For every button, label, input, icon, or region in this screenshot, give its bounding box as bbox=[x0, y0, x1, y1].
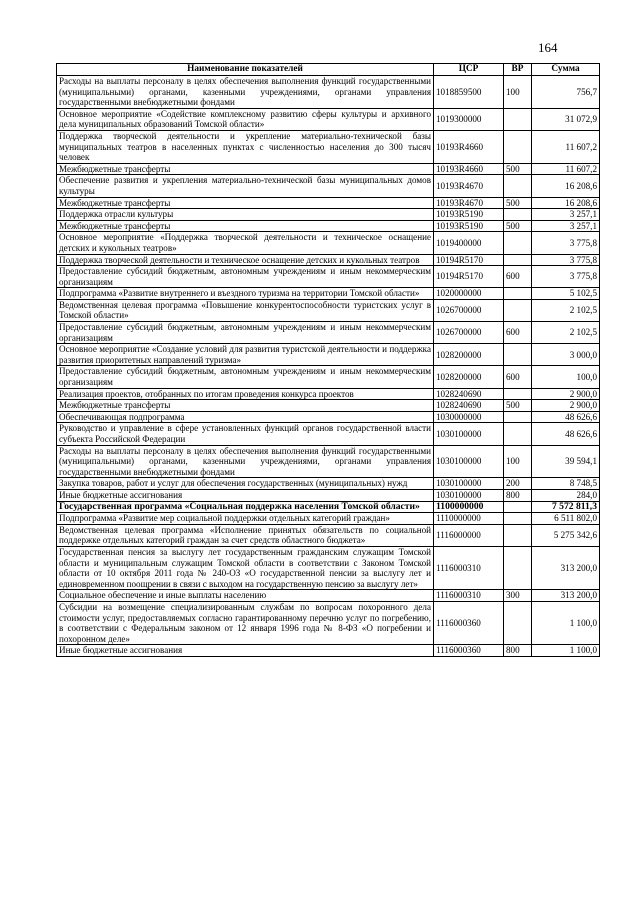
table-row bbox=[57, 524, 600, 546]
row-csr: 1100000000 bbox=[434, 501, 504, 513]
row-vr: 100 bbox=[504, 445, 532, 478]
table-row bbox=[57, 254, 600, 266]
row-vr bbox=[504, 388, 532, 400]
row-vr bbox=[504, 344, 532, 366]
row-name: Иные бюджетные ассигнования bbox=[57, 489, 434, 501]
table-row bbox=[57, 344, 600, 366]
row-csr: 10193R5190 bbox=[434, 220, 504, 232]
row-sum: 2 900,0 bbox=[532, 388, 600, 400]
row-csr: 1028240690 bbox=[434, 400, 504, 412]
row-name: Социальное обеспечение и иные выплаты населению bbox=[57, 590, 434, 602]
row-csr: 1028240690 bbox=[434, 388, 504, 400]
row-name: Государственная программа «Социальная поддержка населения Томской области» bbox=[57, 501, 434, 513]
header-sum: Сумма bbox=[532, 64, 600, 76]
header-row bbox=[57, 64, 600, 76]
row-csr: 1030100000 bbox=[434, 423, 504, 445]
row-csr: 1030100000 bbox=[434, 478, 504, 490]
row-sum: 8 748,5 bbox=[532, 478, 600, 490]
table-row bbox=[57, 209, 600, 221]
row-name: Предоставление субсидий бюджетным, автономным учреждениям и иным некоммерческим организациям bbox=[57, 366, 434, 388]
row-csr: 1026700000 bbox=[434, 299, 504, 321]
row-csr: 10193R4660 bbox=[434, 130, 504, 163]
table-row bbox=[57, 423, 600, 445]
row-vr bbox=[504, 288, 532, 300]
row-sum: 3 775,8 bbox=[532, 254, 600, 266]
row-sum: 2 102,5 bbox=[532, 299, 600, 321]
row-name: Государственная пенсия за выслугу лет государственным гражданским служащим Томской области и муниципальным служащим Томской области в соответствии с Законом Томской области от 10 октября 2011 года № 240-ОЗ «О государственной пенсии за выслугу лет и единовременном поощрении в связи с выходом на государственную пенсию за выслугу лет» bbox=[57, 546, 434, 589]
row-sum: 5 275 342,6 bbox=[532, 524, 600, 546]
table-row bbox=[57, 445, 600, 478]
table-row bbox=[57, 366, 600, 388]
row-csr: 10194R5170 bbox=[434, 266, 504, 288]
row-name: Поддержка творческой деятельности и укрепление материально-технической базы муниципальных театров в населенных пунктах с численностью населения до 300 тысяч человек bbox=[57, 130, 434, 163]
row-vr: 600 bbox=[504, 266, 532, 288]
row-sum: 2 900,0 bbox=[532, 400, 600, 412]
row-vr bbox=[504, 423, 532, 445]
row-sum: 5 102,5 bbox=[532, 288, 600, 300]
row-csr: 1018859500 bbox=[434, 76, 504, 109]
row-csr: 1028200000 bbox=[434, 344, 504, 366]
table-row bbox=[57, 513, 600, 525]
row-csr: 1030000000 bbox=[434, 411, 504, 423]
header-vr: ВР bbox=[504, 64, 532, 76]
row-name: Руководство и управление в сфере установленных функций органов государственной власти субъекта Российской Федерации bbox=[57, 423, 434, 445]
row-sum: 3 775,8 bbox=[532, 266, 600, 288]
table-row bbox=[57, 601, 600, 644]
table-row bbox=[57, 645, 600, 657]
header-name: Наименование показателей bbox=[57, 64, 434, 76]
row-name: Расходы на выплаты персоналу в целях обеспечения выполнения функций государственными (муниципальными) органами, казенными учреждениями, органами управления государственными внебюджетными фондами bbox=[57, 76, 434, 109]
row-csr: 1019400000 bbox=[434, 232, 504, 254]
row-name: Предоставление субсидий бюджетным, автономным учреждениям и иным некоммерческим организациям bbox=[57, 266, 434, 288]
row-sum: 6 511 802,0 bbox=[532, 513, 600, 525]
row-sum: 48 626,6 bbox=[532, 423, 600, 445]
row-name: Обеспечение развития и укрепления материально-технической базы муниципальных домов культуры bbox=[57, 175, 434, 197]
row-vr: 500 bbox=[504, 400, 532, 412]
row-sum: 11 607,2 bbox=[532, 163, 600, 175]
table-row bbox=[57, 388, 600, 400]
row-csr: 1019300000 bbox=[434, 108, 504, 130]
row-name: Расходы на выплаты персоналу в целях обеспечения выполнения функций государственными (муниципальными) органами, казенными учреждениями, органами управления государственными внебюджетными фондами bbox=[57, 445, 434, 478]
table-row bbox=[57, 501, 600, 513]
row-csr: 10193R4670 bbox=[434, 197, 504, 209]
row-csr: 1110000000 bbox=[434, 513, 504, 525]
row-name: Межбюджетные трансферты bbox=[57, 220, 434, 232]
row-vr bbox=[504, 411, 532, 423]
page-number: 164 bbox=[538, 40, 558, 55]
row-vr bbox=[504, 175, 532, 197]
row-name: Межбюджетные трансферты bbox=[57, 197, 434, 209]
row-vr: 600 bbox=[504, 366, 532, 388]
row-sum: 31 072,9 bbox=[532, 108, 600, 130]
table-row bbox=[57, 288, 600, 300]
row-sum: 284,0 bbox=[532, 489, 600, 501]
table-row bbox=[57, 322, 600, 344]
row-sum: 100,0 bbox=[532, 366, 600, 388]
row-name: Иные бюджетные ассигнования bbox=[57, 645, 434, 657]
row-vr: 500 bbox=[504, 197, 532, 209]
row-vr: 500 bbox=[504, 220, 532, 232]
row-name: Межбюджетные трансферты bbox=[57, 163, 434, 175]
row-vr: 300 bbox=[504, 590, 532, 602]
row-csr: 10194R5170 bbox=[434, 254, 504, 266]
row-sum: 7 572 811,3 bbox=[532, 501, 600, 513]
row-name: Предоставление субсидий бюджетным, автономным учреждениям и иным некоммерческим организациям bbox=[57, 322, 434, 344]
budget-table bbox=[56, 63, 600, 657]
row-vr: 500 bbox=[504, 163, 532, 175]
row-name: Подпрограмма «Развитие внутреннего и въездного туризма на территории Томской области» bbox=[57, 288, 434, 300]
row-vr bbox=[504, 601, 532, 644]
table-row bbox=[57, 220, 600, 232]
table-row bbox=[57, 590, 600, 602]
row-vr bbox=[504, 254, 532, 266]
row-name: Закупка товаров, работ и услуг для обеспечения государственных (муниципальных) нужд bbox=[57, 478, 434, 490]
table-row bbox=[57, 76, 600, 109]
row-sum: 313 200,0 bbox=[532, 590, 600, 602]
row-sum: 39 594,1 bbox=[532, 445, 600, 478]
row-csr: 1020000000 bbox=[434, 288, 504, 300]
row-sum: 11 607,2 bbox=[532, 130, 600, 163]
table-row bbox=[57, 478, 600, 490]
row-sum: 1 100,0 bbox=[532, 645, 600, 657]
table-row bbox=[57, 400, 600, 412]
row-sum: 313 200,0 bbox=[532, 546, 600, 589]
row-name: Реализация проектов, отобранных по итогам проведения конкурса проектов bbox=[57, 388, 434, 400]
row-sum: 2 102,5 bbox=[532, 322, 600, 344]
row-csr: 10193R4660 bbox=[434, 163, 504, 175]
row-sum: 3 257,1 bbox=[532, 209, 600, 221]
table-row bbox=[57, 108, 600, 130]
table-row bbox=[57, 299, 600, 321]
table-row bbox=[57, 130, 600, 163]
row-csr: 10193R4670 bbox=[434, 175, 504, 197]
header-csr: ЦСР bbox=[434, 64, 504, 76]
row-name: Субсидии на возмещение специализированным службам по вопросам похоронного дела стоимости услуг, предоставляемых согласно гарантированному перечню услуг по погребению, в соответствии с Федеральным законом от 12 января 1996 года № 8-ФЗ «О погребении и похоронном деле» bbox=[57, 601, 434, 644]
row-vr bbox=[504, 209, 532, 221]
row-name: Ведомственная целевая программа «Исполнение принятых обязательств по социальной поддержке отдельных категорий граждан за счет средств областного бюджета» bbox=[57, 524, 434, 546]
row-vr bbox=[504, 524, 532, 546]
row-vr bbox=[504, 232, 532, 254]
row-csr: 10193R5190 bbox=[434, 209, 504, 221]
table-body bbox=[57, 76, 600, 657]
table-row bbox=[57, 175, 600, 197]
row-vr: 800 bbox=[504, 645, 532, 657]
row-name: Обеспечивающая подпрограмма bbox=[57, 411, 434, 423]
row-sum: 48 626,6 bbox=[532, 411, 600, 423]
row-vr: 100 bbox=[504, 76, 532, 109]
row-sum: 3 000,0 bbox=[532, 344, 600, 366]
row-vr bbox=[504, 108, 532, 130]
row-sum: 3 775,8 bbox=[532, 232, 600, 254]
row-vr bbox=[504, 546, 532, 589]
row-sum: 3 257,1 bbox=[532, 220, 600, 232]
row-name: Подпрограмма «Развитие мер социальной поддержки отдельных категорий граждан» bbox=[57, 513, 434, 525]
row-csr: 1116000000 bbox=[434, 524, 504, 546]
table-row bbox=[57, 489, 600, 501]
row-sum: 756,7 bbox=[532, 76, 600, 109]
row-name: Основное мероприятие «Содействие комплексному развитию сферы культуры и архивного дела муниципальных образований Томской области» bbox=[57, 108, 434, 130]
table-row bbox=[57, 163, 600, 175]
row-vr: 600 bbox=[504, 322, 532, 344]
row-name: Основное мероприятие «Создание условий для развития туристской деятельности и поддержка развития приоритетных направлений туризма» bbox=[57, 344, 434, 366]
row-name: Межбюджетные трансферты bbox=[57, 400, 434, 412]
table-row bbox=[57, 266, 600, 288]
row-vr: 800 bbox=[504, 489, 532, 501]
row-csr: 1026700000 bbox=[434, 322, 504, 344]
row-vr bbox=[504, 299, 532, 321]
row-name: Поддержка отрасли культуры bbox=[57, 209, 434, 221]
table-row bbox=[57, 232, 600, 254]
row-name: Основное мероприятие «Поддержка творческой деятельности и техническое оснащение детских и кукольных театров» bbox=[57, 232, 434, 254]
row-csr: 1028200000 bbox=[434, 366, 504, 388]
row-sum: 16 208,6 bbox=[532, 175, 600, 197]
row-vr bbox=[504, 130, 532, 163]
row-vr: 200 bbox=[504, 478, 532, 490]
table-row bbox=[57, 411, 600, 423]
row-csr: 1116000360 bbox=[434, 645, 504, 657]
row-name: Ведомственная целевая программа «Повышение конкурентоспособности туристских услуг в Томской области» bbox=[57, 299, 434, 321]
row-vr bbox=[504, 501, 532, 513]
row-csr: 1030100000 bbox=[434, 445, 504, 478]
table-row bbox=[57, 546, 600, 589]
row-sum: 16 208,6 bbox=[532, 197, 600, 209]
row-csr: 1030100000 bbox=[434, 489, 504, 501]
row-csr: 1116000310 bbox=[434, 546, 504, 589]
row-vr bbox=[504, 513, 532, 525]
row-sum: 1 100,0 bbox=[532, 601, 600, 644]
row-csr: 1116000360 bbox=[434, 601, 504, 644]
table-row bbox=[57, 197, 600, 209]
row-name: Поддержка творческой деятельности и техническое оснащение детских и кукольных театров bbox=[57, 254, 434, 266]
row-csr: 1116000310 bbox=[434, 590, 504, 602]
